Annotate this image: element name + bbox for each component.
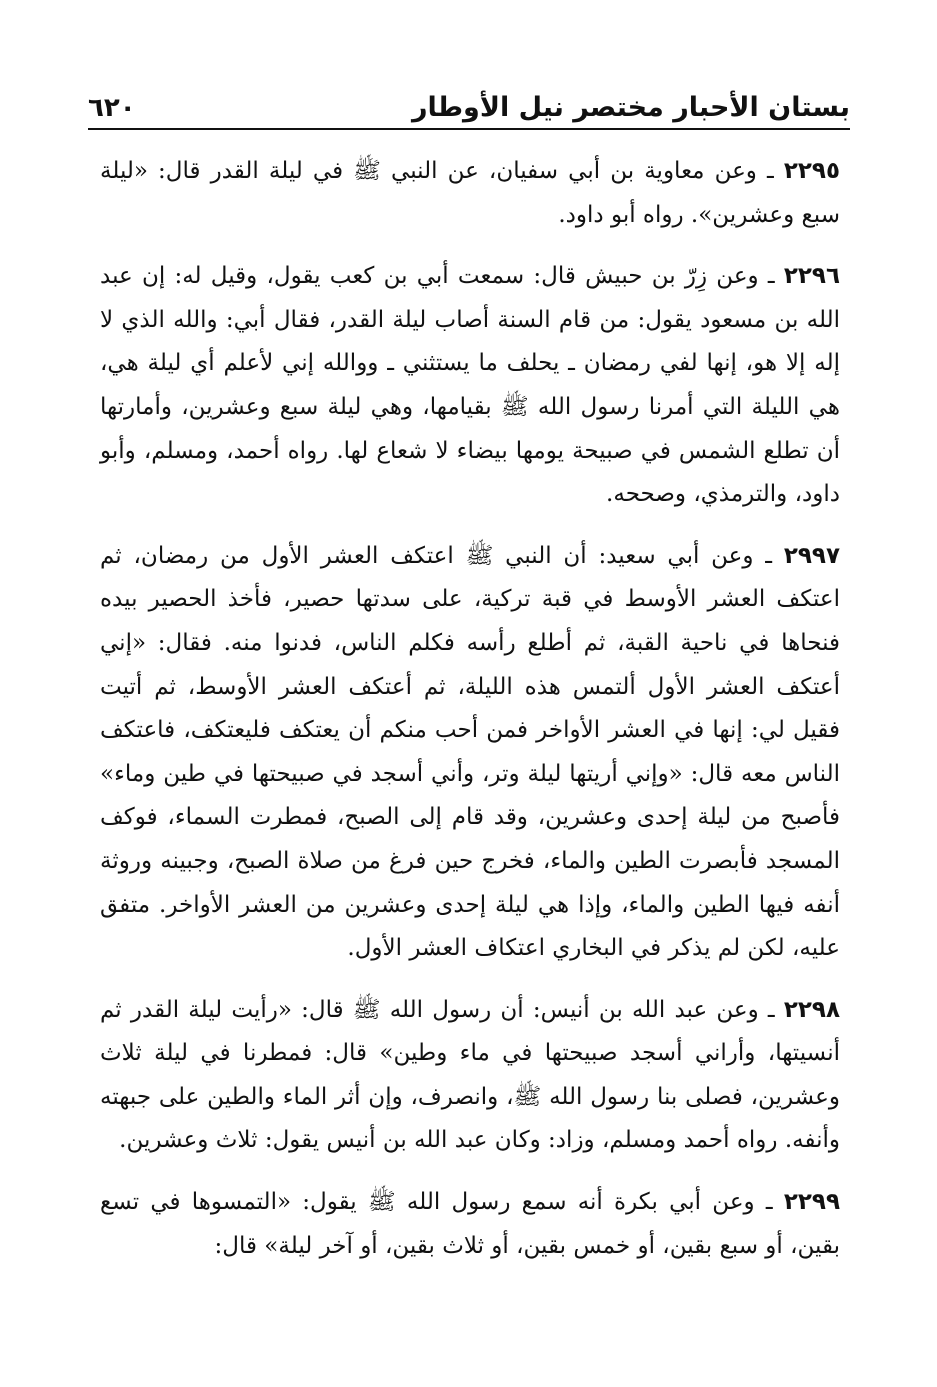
hadith-entry-2298	[100, 989, 840, 1163]
hadith-text: ـ وعن أبي سعيد: أن النبي ﷺ اعتكف العشر الأول من رمضان، ثم اعتكف العشر الأوسط في قبة تركية، على سدتها حصير، فأخذ الحصير بيده فنحاها في ناحية القبة، ثم أطلع رأسه فكلم الناس، فدنوا منه. فقال: «إني أعتكف العشر الأول ألتمس هذه الليلة، ثم أعتكف العشر الأوسط، ثم أتيت فقيل لي: إنها في العشر الأواخر فمن أحب منكم أن يعتكف فليعتكف، فاعتكف الناس معه قال: «وإني أريتها ليلة وتر، وأني أسجد في صبيحتها في طين وماء» فأصبح من ليلة إحدى وعشرين، وقد قام إلى الصبح، فمطرت السماء، فوكف المسجد فأبصرت الطين والماء، فخرج حين فرغ من صلاة الصبح، وجبينه وروثة أنفه فيها الطين والماء، وإذا هي ليلة إحدى وعشرين من العشر الأواخر. متفق عليه، لكن لم يذكر في البخاري اعتكاف العشر الأول.	[100, 542, 840, 962]
hadith-entry-2997	[100, 535, 840, 971]
hadith-text: ـ وعن زِرّ بن حبيش قال: سمعت أبي بن كعب يقول، وقيل له: إن عبد الله بن مسعود يقول: من قام السنة أصاب ليلة القدر، فقال أبي: والله الذي لا إله إلا هو، إنها لفي رمضان ـ يحلف ما يستثني ـ ووالله إني لأعلم أي ليلة هي، هي الليلة التي أمرنا رسول الله ﷺ بقيامها، وهي ليلة سبع وعشرين، وأمارتها أن تطلع الشمس في صبيحة يومها بيضاء لا شعاع لها. رواه أحمد، ومسلم، وأبو داود، والترمذي، وصححه.	[100, 263, 840, 508]
page-body	[100, 150, 840, 1286]
hadith-number: ٢٢٩٥	[783, 158, 840, 184]
hadith-number: ٢٢٩٩	[783, 1189, 840, 1216]
book-title: بستان الأحبار مختصر نيل الأوطار	[411, 91, 850, 123]
hadith-text: ـ وعن معاوية بن أبي سفيان، عن النبي ﷺ في ليلة القدر قال: «ليلة سبع وعشرين». رواه أبو داود.	[100, 158, 840, 228]
page-number: ٦٢٠	[88, 92, 136, 123]
page-header	[88, 78, 850, 130]
hadith-number: ٢٩٩٧	[783, 542, 840, 569]
hadith-number: ٢٢٩٨	[783, 996, 840, 1023]
hadith-entry-2295	[100, 150, 840, 237]
hadith-entry-2299	[100, 1181, 840, 1268]
hadith-number: ٢٢٩٦	[783, 263, 840, 290]
hadith-entry-2296	[100, 255, 840, 517]
hadith-text: ـ وعن أبي بكرة أنه سمع رسول الله ﷺ يقول: «التمسوها في تسع بقين، أو سبع بقين، أو خمس بقين، أو ثلاث بقين، أو آخر ليلة» قال:	[100, 1189, 840, 1259]
hadith-text: ـ وعن عبد الله بن أنيس: أن رسول الله ﷺ قال: «رأيت ليلة القدر ثم أنسيتها، وأراني أسجد صبيحتها في ماء وطين» قال: فمطرنا في ليلة ثلاث وعشرين، فصلى بنا رسول الله ﷺ، وانصرف، وإن أثر الماء والطين على جبهته وأنفه. رواه أحمد ومسلم، وزاد: وكان عبد الله بن أنيس يقول: ثلاث وعشرين.	[100, 996, 840, 1154]
